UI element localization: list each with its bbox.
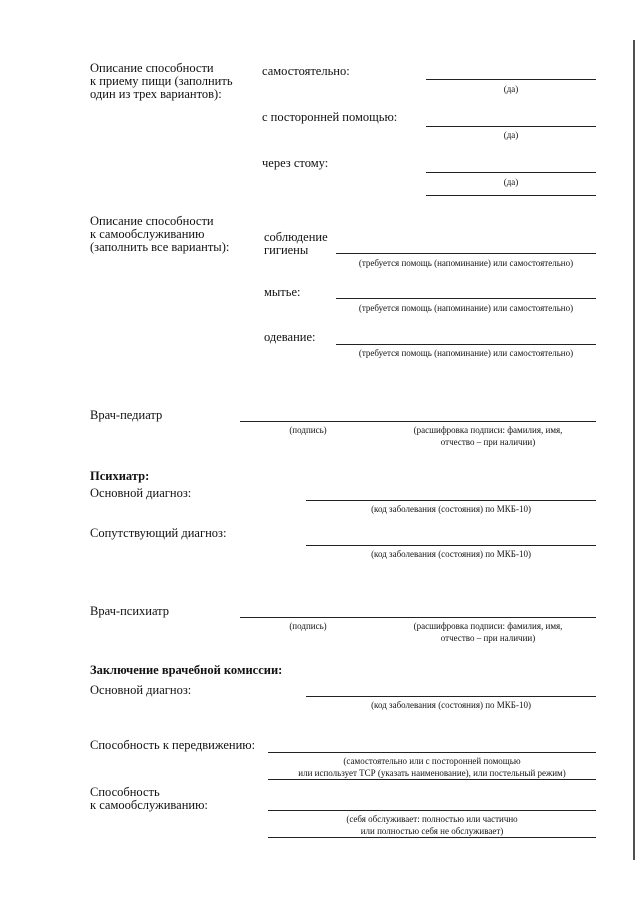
psychiatrist-decode-line-1: (расшифровка подписи: фамилия, имя, (413, 621, 563, 631)
dressing-label: одевание: (264, 330, 316, 344)
psychiatrist-co-diag-hint: (код заболевания (состояния) по МКБ-10) (371, 549, 531, 559)
mobility-hint-line-2: или использует ТСР (указать наименование), или постельный режим) (298, 768, 566, 778)
commission-main-diag-label: Основной диагноз: (90, 683, 192, 697)
food-option-independent-field[interactable] (426, 79, 596, 80)
hygiene-field[interactable] (336, 253, 596, 254)
food-option-independent-hint: (да) (503, 84, 519, 94)
mobility-field[interactable] (268, 752, 596, 753)
food-option-stoma-field[interactable] (426, 172, 596, 173)
commission-heading: Заключение врачебной комиссии: (90, 663, 283, 677)
selfcare-label-line-3: (заполнить все варианты): (90, 240, 230, 254)
selfcare-ability-field[interactable] (268, 810, 596, 811)
food-option-stoma-underline (426, 195, 596, 196)
psychiatrist-decode-line-2: отчество – при наличии) (440, 633, 536, 643)
food-option-stoma-hint: (да) (503, 177, 519, 187)
selfcare-ability-line-2: к самообслуживанию: (90, 798, 208, 812)
food-option-assisted-field[interactable] (426, 126, 596, 127)
psychiatrist-main-diag-field[interactable] (306, 500, 596, 501)
food-option-assisted-hint: (да) (503, 130, 519, 140)
pediatrician-decode-line-1: (расшифровка подписи: фамилия, имя, (413, 425, 563, 435)
pediatrician-signature-hint: (подпись) (289, 425, 327, 435)
pediatrician-decode-line-2: отчество – при наличии) (440, 437, 536, 447)
washing-field[interactable] (336, 298, 596, 299)
psychiatrist-main-diag-label: Основной диагноз: (90, 486, 192, 500)
pediatrician-title: Врач-педиатр (90, 408, 163, 422)
selfcare-ability-hint-line-1: (себя обслуживает: полностью или частично (346, 814, 518, 824)
dressing-hint: (требуется помощь (напоминание) или самостоятельно) (358, 348, 574, 358)
selfcare-label-line-1: Описание способности (90, 214, 214, 228)
hygiene-label-line-1: соблюдение (264, 230, 328, 244)
selfcare-ability-underline (268, 837, 596, 838)
hygiene-hint: (требуется помощь (напоминание) или самостоятельно) (358, 258, 574, 268)
food-label-line-1: Описание способности (90, 61, 214, 75)
mobility-underline (268, 779, 596, 780)
hygiene-label-line-2: гигиены (264, 243, 309, 257)
page-edge-shadow (633, 40, 635, 860)
food-label-line-3: один из трех вариантов): (90, 87, 222, 101)
psychiatrist-main-diag-hint: (код заболевания (состояния) по МКБ-10) (371, 504, 531, 514)
dressing-field[interactable] (336, 344, 596, 345)
selfcare-ability-line-1: Способность (90, 785, 160, 799)
psychiatrist-signature-hint: (подпись) (289, 621, 327, 631)
psychiatrist-co-diag-field[interactable] (306, 545, 596, 546)
selfcare-ability-hint-line-2: или полностью себя не обслуживает) (360, 826, 504, 836)
food-option-assisted: с посторонней помощью: (262, 110, 398, 124)
mobility-hint-line-1: (самостоятельно или с посторонней помощью (343, 756, 521, 766)
psychiatrist-sign-title: Врач-психиатр (90, 604, 170, 618)
commission-main-diag-hint: (код заболевания (состояния) по МКБ-10) (371, 700, 531, 710)
washing-label: мытье: (264, 285, 301, 299)
washing-hint: (требуется помощь (напоминание) или самостоятельно) (358, 303, 574, 313)
commission-main-diag-field[interactable] (306, 696, 596, 697)
mobility-label: Способность к передвижению: (90, 738, 256, 752)
psychiatrist-co-diag-label: Сопутствующий диагноз: (90, 526, 227, 540)
psychiatrist-heading: Психиатр: (90, 469, 150, 483)
pediatrician-signature-field[interactable] (240, 421, 596, 422)
selfcare-label-line-2: к самообслуживанию (90, 227, 205, 241)
psychiatrist-signature-field[interactable] (240, 617, 596, 618)
food-option-stoma: через стому: (262, 156, 329, 170)
food-option-independent: самостоятельно: (262, 64, 350, 78)
food-label-line-2: к приему пищи (заполнить (90, 74, 233, 88)
